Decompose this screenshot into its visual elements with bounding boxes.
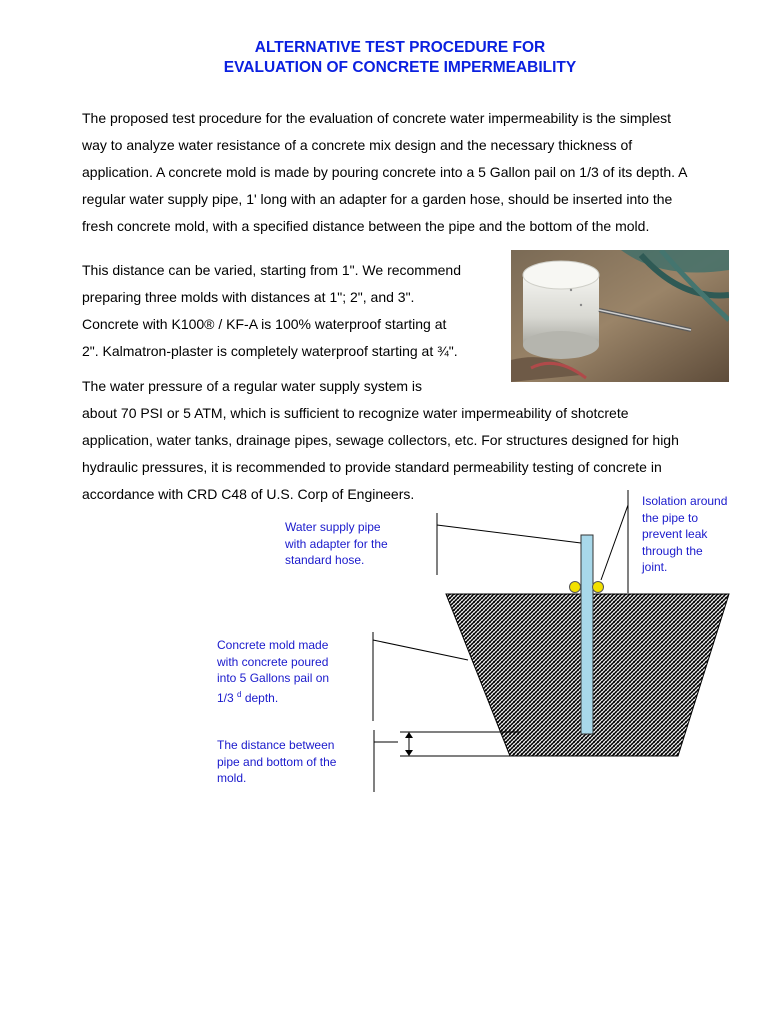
label-depth: depth. (241, 690, 279, 705)
page-title (0, 38, 768, 78)
label-fraction: 1/3 (217, 690, 234, 705)
distance-paragraph (82, 257, 502, 365)
isolation-ring-left (570, 582, 581, 593)
text-line: way to analyze water resistance of a concrete mix design and the necessary thickness of (82, 137, 633, 153)
label-line: The distance between (217, 738, 335, 752)
label-line: pipe and bottom of the (217, 754, 337, 769)
text-line: This distance can be varied, starting from 1". We recommend (82, 262, 461, 278)
text-line: regular water supply pipe, 1' long with an adapter for a garden hose, should be inserted into the (82, 191, 673, 207)
label-line (217, 687, 329, 707)
label-line: through the (642, 543, 703, 558)
label-line: joint. (642, 560, 668, 574)
text-line: accordance with CRD C48 of U.S. Corp of Engineers. (82, 486, 415, 502)
text-line: The proposed test procedure for the evaluation of concrete water impermeability is the simplest (82, 110, 672, 126)
text-line: application. A concrete mold is made by pouring concrete into a 5 Gallon pail on 1/3 of its depth. A (82, 164, 688, 180)
label-line: with concrete poured (217, 654, 329, 669)
mold-label (217, 637, 329, 706)
label-line: standard hose. (285, 553, 365, 567)
text-line: hydraulic pressures, it is recommended to provide standard permeability testing of concrete in (82, 459, 662, 475)
label-superscript: d (237, 689, 242, 699)
label-line: mold. (217, 771, 247, 785)
water-supply-pipe (581, 535, 593, 734)
text-line: application, water tanks, drainage pipes, sewage collectors, etc. For structures designed for high (82, 432, 679, 448)
label-line: Concrete mold made (217, 638, 329, 652)
pipe-label (285, 519, 388, 569)
text-line: 2". Kalmatron-plaster is completely waterproof starting at ¾". (82, 343, 458, 359)
text-line: preparing three molds with distances at 1"; 2", and 3". (82, 289, 415, 305)
concrete-mold-photo (511, 250, 729, 382)
label-line: prevent leak (642, 527, 708, 541)
label-line: into 5 Gallons pail on (217, 671, 330, 685)
label-line: Isolation around (642, 494, 728, 508)
title-line-1: ALTERNATIVE TEST PROCEDURE FOR (254, 39, 546, 56)
text-line: fresh concrete mold, with a specified distance between the pipe and the bottom of the mold. (82, 218, 650, 234)
title-line-2: EVALUATION OF CONCRETE IMPERMEABILITY (223, 59, 577, 76)
label-line: the pipe to (642, 510, 699, 525)
text-line: about 70 PSI or 5 ATM, which is sufficient to recognize water impermeability of shotcrete (82, 405, 629, 421)
isolation-label (642, 493, 727, 576)
distance-label (217, 737, 336, 787)
label-line: Water supply pipe (285, 520, 381, 534)
intro-paragraph (82, 105, 752, 240)
text-line: Concrete with K100® / KF-A is 100% waterproof starting at (82, 316, 447, 332)
isolation-ring-right (593, 582, 604, 593)
label-line: with adapter for the (285, 536, 388, 551)
text-line: The water pressure of a regular water supply system is (82, 378, 423, 394)
